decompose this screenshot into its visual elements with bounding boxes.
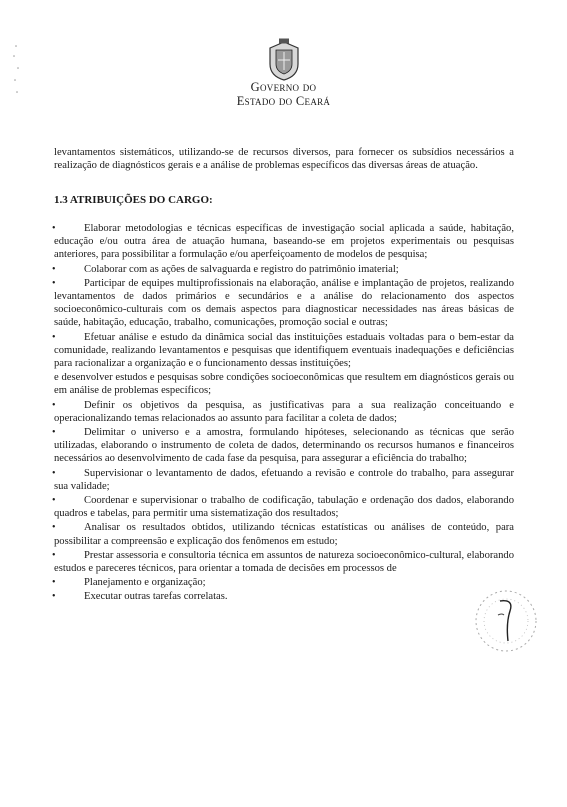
list-item: • Definir os objetivos da pesquisa, as justificativas para a sua realização conceituando e operacionalizando temas relacionados ao assunto para facilitar a coleta de dados;	[52, 399, 514, 424]
list-item: • Coordenar e supervisionar o trabalho de codificação, tabulação e ordenação dos dados, elaborando quadros e tabelas, para permitir uma sistematização dos resultados;	[52, 495, 514, 520]
list-item: • Colaborar com as ações de salvaguarda e registro do patrimônio imaterial;	[52, 263, 399, 275]
bullet-icon: •	[52, 495, 56, 507]
bullet-icon: •	[52, 399, 56, 411]
intro-paragraph: levantamentos sistemáticos, utilizando-se de recursos diversos, para fornecer os subsídios necessários a realização de diagnósticos gerais e a análise de problemas específicos das diversas áreas de atuação.	[54, 147, 514, 172]
list-item: • Delimitar o universo e a amostra, formulando hipóteses, selecionando as técnicas que serão utilizadas, elaborando o instrumento de coleta de dados, determinando os recursos humanos e financeiros necessários ao desenvolvimento de cada fase da pesquisa, para assegurar a eficiência do trabalho;	[52, 427, 514, 465]
coat-of-arms-icon	[264, 38, 304, 82]
section-heading: 1.3 ATRIBUIÇÕES DO CARGO:	[54, 194, 213, 206]
list-item: • Analisar os resultados obtidos, utilizando técnicas estatísticas ou análises de conteúdo, para possibilitar a compreensão e explicação dos fenômenos em estudo;	[52, 522, 514, 547]
list-item: • Efetuar análise e estudo da dinâmica social das instituições estaduais voltadas para o bem-estar da comunidade, realizando levantamentos e pesquisas que identifiquem eventuais inadequações e deficiências para racionalizar a organização e o funcionamento dessas instituições;	[52, 331, 514, 370]
list-item-continuation: e desenvolver estudos e pesquisas sobre condições socioeconômicas que resultem em diagnósticos gerais ou em análise de problemas específicos;	[54, 372, 514, 397]
bullet-icon: •	[52, 223, 56, 234]
bullet-icon: •	[52, 427, 56, 439]
bullet-icon: •	[52, 591, 56, 603]
list-item: • Prestar assessoria e consultoria técnica em assuntos de natureza socioeconômico-cultural, elaborando estudos e pareceres técnicos, para orientar a tomada de decisões em processos de	[52, 549, 514, 575]
bullet-icon: •	[52, 522, 56, 534]
bullet-icon: •	[52, 467, 56, 479]
bullet-icon: •	[52, 331, 56, 343]
signature-stamp-icon	[470, 585, 542, 657]
list-item: • Elaborar metodologias e técnicas específicas de investigação social aplicada a saúde, habitação, educação e/ou outra área de atuação humana, baseando-se em projetos experimentais ou pesquisas anteriores, para possibilitar a formulação e/ou aperfeiçoamento de modelos de pesquisa;	[52, 223, 514, 261]
list-item: • Participar de equipes multiprofissionais na elaboração, análise e implantação de projetos, realizando levantamentos de dados primários e secundários e a análise do relacionamento dos aspectos socioeconômico-culturais com os demais aspectos para diagnosticar necessidades nas áreas básicas de saúde, habitação, educação, trabalho, comunicações, promoção social e outras;	[52, 277, 514, 329]
header-line-1: Governo do	[250, 80, 317, 94]
list-item: • Supervisionar o levantamento de dados, efetuando a revisão e controle do trabalho, para assegurar sua validade;	[52, 467, 514, 492]
bullet-icon: •	[52, 277, 56, 289]
attributions-list	[54, 222, 514, 605]
bullet-icon: •	[52, 263, 56, 275]
list-item: • Planejamento e organização;	[52, 577, 206, 589]
bullet-icon: •	[52, 549, 56, 561]
list-item: • Executar outras tarefas correlatas.	[52, 591, 228, 603]
bullet-icon: •	[52, 577, 56, 589]
header-line-2: Estado do Ceará	[236, 94, 331, 108]
